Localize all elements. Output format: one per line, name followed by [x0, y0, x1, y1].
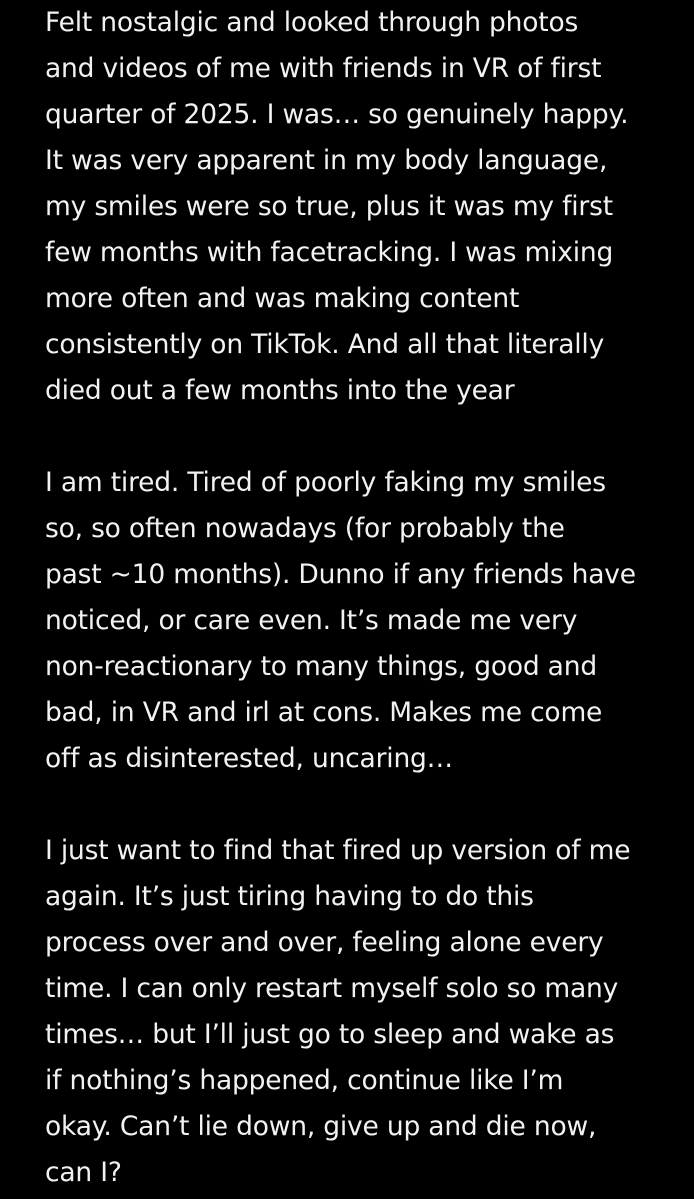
text-line: off as disinterested, uncaring…: [45, 743, 453, 774]
text-line: died out a few months into the year: [45, 375, 515, 406]
text-line: quarter of 2025. I was… so genuinely happy.: [45, 99, 629, 130]
text-line: times… but I’ll just go to sleep and wake as: [45, 1019, 615, 1050]
paragraph-gap: [45, 782, 685, 828]
text-line: and videos of me with friends in VR of first: [45, 53, 602, 84]
text-line: It was very apparent in my body language,: [45, 145, 608, 176]
note-paragraph-2: [45, 460, 685, 782]
text-line: few months with facetracking. I was mixing: [45, 237, 614, 268]
text-line: time. I can only restart myself solo so many: [45, 973, 619, 1004]
text-line: if nothing’s happened, continue like I’m: [45, 1065, 564, 1096]
text-line: non-reactionary to many things, good and: [45, 651, 597, 682]
paragraph-gap: [45, 414, 685, 460]
text-line: process over and over, feeling alone every: [45, 927, 604, 958]
text-line: okay. Can’t lie down, give up and die now,: [45, 1111, 597, 1142]
text-line: noticed, or care even. It’s made me very: [45, 605, 578, 636]
text-line: can I?: [45, 1157, 122, 1188]
text-line: again. It’s just tiring having to do this: [45, 881, 534, 912]
note-body-text[interactable]: [45, 0, 685, 1196]
note-paragraph-3: [45, 828, 685, 1196]
text-line: more often and was making content: [45, 283, 520, 314]
text-line: bad, in VR and irl at cons. Makes me come: [45, 697, 603, 728]
text-line: so, so often nowadays (for probably the: [45, 513, 565, 544]
text-line: past ~10 months). Dunno if any friends have: [45, 559, 636, 590]
text-line: I just want to find that fired up version of me: [45, 835, 631, 866]
text-line: Felt nostalgic and looked through photos: [45, 7, 579, 38]
note-paragraph-1: [45, 0, 685, 414]
text-line: my smiles were so true, plus it was my first: [45, 191, 613, 222]
text-line: consistently on TikTok. And all that literally: [45, 329, 605, 360]
text-line: I am tired. Tired of poorly faking my smiles: [45, 467, 606, 498]
